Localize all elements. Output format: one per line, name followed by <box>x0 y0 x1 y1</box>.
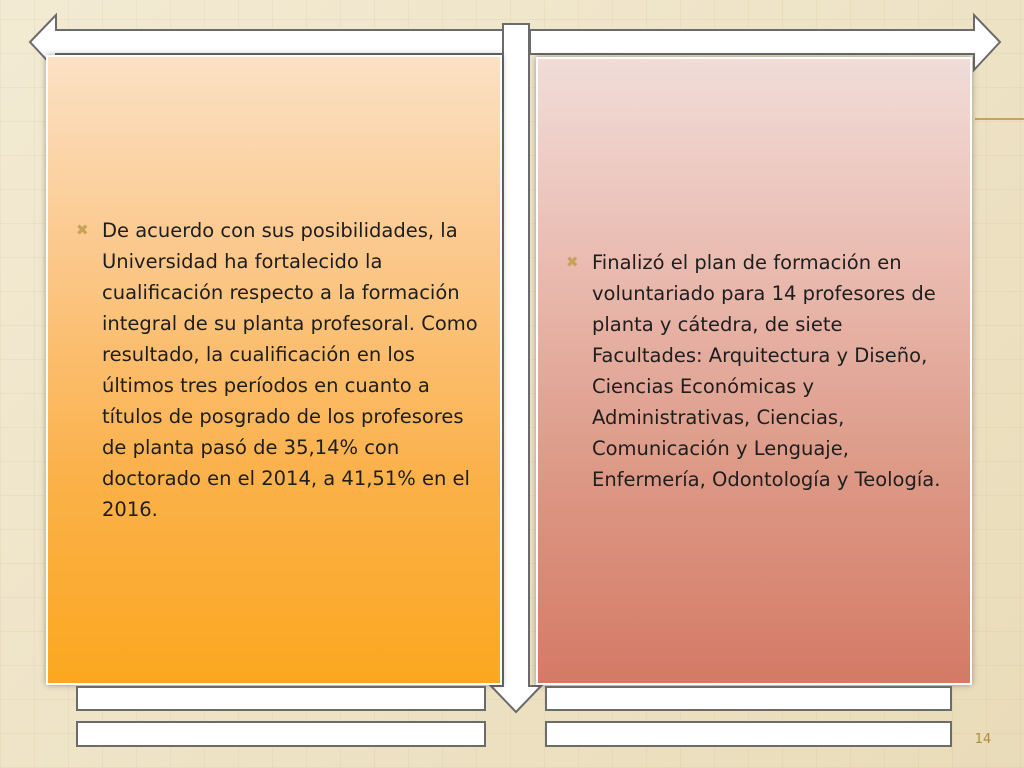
right-empty-box-1 <box>545 686 952 711</box>
x-bullet-icon: ✖ <box>76 221 89 239</box>
left-panel-text: De acuerdo con sus posibilidades, la Universidad ha fortalecido la cualificación respecto a la formación integral de su planta profesoral. Como resultado, la cualificación en los últimos tres períodos en cuanto a títulos de posgrado de los profesores de planta pasó de 35,14% con doctorado en el 2014, a 41,51% en el 2016. <box>102 219 478 521</box>
page-number: 14 <box>974 732 992 747</box>
right-content-panel <box>536 57 972 685</box>
x-bullet-icon: ✖ <box>566 253 579 271</box>
right-bullet-item <box>566 247 952 495</box>
left-bullet-item <box>76 215 478 525</box>
right-panel-text: Finalizó el plan de formación en voluntariado para 14 profesores de planta y cátedra, de siete Facultades: Arquitectura y Diseño, Ciencias Económicas y Administrativas, Ciencias, Comunicación y Lenguaje, Enfermería, Odontología y Teología. <box>592 251 941 491</box>
left-content-panel <box>46 55 502 685</box>
right-empty-box-2 <box>545 721 952 747</box>
left-empty-box-1 <box>76 686 486 711</box>
left-empty-box-2 <box>76 721 486 747</box>
